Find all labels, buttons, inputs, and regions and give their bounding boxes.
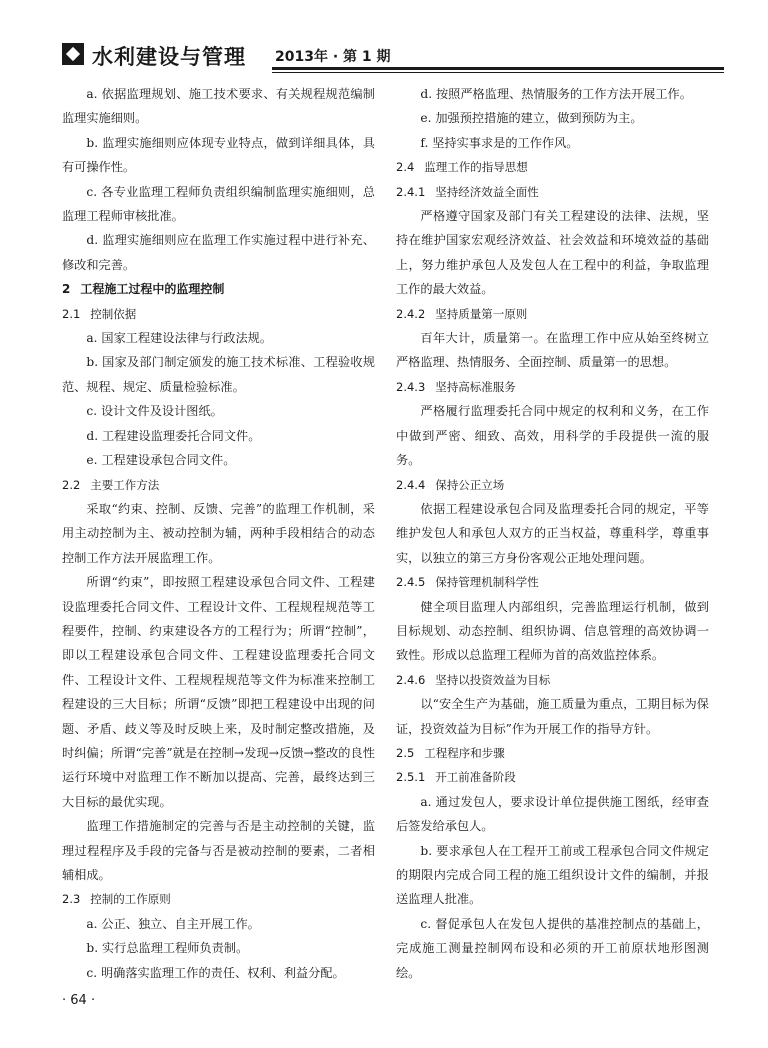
subsection-heading [62,473,375,497]
journal-logo-icon [62,43,84,65]
heading-number: 2.4.4 [396,477,426,492]
heading-title: 工程施工过程中的监理控制 [80,282,225,297]
paragraph: a. 通过发包人，要求设计单位提供施工图纸，经审查后签发给承包人。 [396,794,709,834]
subsection-heading [396,570,709,594]
heading-number: 2.1 [62,306,81,321]
paragraph: 百年大计，质量第一。在监理工作中应从始至终树立严格监理、热情服务、全面控制、质量第一的思想。 [396,331,709,370]
paragraph: 健全项目监理人内部组织，完善监理运行机制，做到目标规划、动态控制、组织协调、信息管理的高效协调一致性。形成以总监理工程师为首的高效监控体系。 [396,599,709,663]
paragraph: b. 监理实施细则应体现专业特点，做到详细具体，具有可操作性。 [62,135,375,175]
heading-number: 2.4.3 [396,379,426,394]
heading-number: 2.5 [396,745,415,760]
heading-number: 2.4.2 [396,306,426,321]
subsection-heading [396,473,709,497]
heading-number: 2.4.1 [396,184,426,199]
paragraph: 所谓“约束”，即按照工程建设承包合同文件、工程建设监理委托合同文件、工程设计文件、工程规程规范等工程要件，控制、约束建设各方的工程行为；所谓“控制”，即以工程建设承包合同文件、工程建设监理委托合同文件、工程设计文件、工程规程规范等文件为标准来控制工程建设的三大目标；所谓“反馈”即把工程建设中出现的问题、矛盾、歧义等及时反映上来，及时制定整改措施，及时纠偏；所谓“完善”就是在控制→发现→反馈→整改的良性运行环境中对监理工作不断加以提高、完善，最终达到三大目标的最优实现。 [62,575,375,809]
heading-title: 坚持高标准服务 [435,379,516,394]
left-column [62,82,375,985]
heading-title: 坚持质量第一原则 [435,306,528,321]
heading-number: 2.3 [62,892,81,907]
heading-number: 2 [62,282,71,297]
paragraph: e. 加强预控措施的建立，做到预防为主。 [420,111,643,126]
paragraph: a. 依据监理规划、施工技术要求、有关规程规范编制监理实施细则。 [62,87,375,126]
paragraph: 以“安全生产为基础，施工质量为重点，工期目标为保证，投资效益为目标”作为开展工作的指导方针。 [396,697,709,736]
heading-title: 控制依据 [90,306,137,321]
heading-title: 主要工作方法 [90,477,160,492]
subsection-heading [62,302,375,326]
paragraph: b. 国家及部门制定颁发的施工技术标准、工程验收规范、规程、规定、质量检验标准。 [62,355,375,394]
heading-title: 控制的工作原则 [90,892,171,907]
subsection-heading [396,155,709,179]
subsection-heading [396,302,709,326]
issue-label: 2013年 · 第 1 期 [275,49,391,65]
heading-title: 工程程序和步骤 [424,745,505,760]
paragraph: b. 实行总监理工程师负责制。 [86,941,249,956]
paragraph: d. 工程建设监理委托合同文件。 [86,428,261,443]
paragraph: 监理工作措施制定的完善与否是主动控制的关键，监理过程程序及手段的完备与否是被动控制的要素，二者相辅相成。 [62,819,375,882]
section-heading [62,277,375,301]
paragraph: c. 设计文件及设计图纸。 [86,404,223,419]
subsection-heading [396,180,709,204]
heading-title: 坚持经济效益全面性 [435,184,539,199]
paragraph: 严格履行监理委托合同中规定的权利和义务，在工作中做到严密、细致、高效，用科学的手段提供一流的服务。 [396,404,709,468]
heading-title: 保持管理机制科学性 [435,575,539,590]
heading-number: 2.4 [396,160,415,175]
paragraph: a. 公正、独立、自主开展工作。 [86,916,260,931]
heading-number: 2.2 [62,477,81,492]
page-number: · 64 · [62,993,96,1008]
paragraph: 严格遵守国家及部门有关工程建设的法律、法规，坚持在维护国家宏观经济效益、社会效益和环境效益的基础上，努力维护承包人及发包人在工程中的利益，争取监理工作的最大效益。 [396,209,709,297]
subsection-heading [396,375,709,399]
page-header [62,40,722,76]
subsection-heading [396,741,709,765]
heading-title: 坚持以投资效益为目标 [435,672,551,687]
subsection-heading [62,887,375,911]
header-rule [272,67,724,70]
heading-number: 2.4.6 [396,672,426,687]
header-rule-thin [272,72,724,73]
right-column [396,82,709,985]
heading-title: 保持公正立场 [435,477,505,492]
heading-title: 开工前准备阶段 [435,770,516,785]
paragraph: c. 明确落实监理工作的责任、权利、利益分配。 [86,965,345,980]
paragraph: d. 按照严格监理、热情服务的工作方法开展工作。 [420,87,692,101]
paragraph: a. 国家工程建设法律与行政法规。 [86,331,273,346]
heading-number: 2.4.5 [396,575,426,590]
paragraph: 采取“约束、控制、反馈、完善”的监理工作机制，采用主动控制为主、被动控制为辅，两种手段相结合的动态控制工作方法开展监理工作。 [62,501,375,565]
subsection-heading [396,765,709,789]
paragraph: c. 各专业监理工程师负责组织编制监理实施细则，总监理工程师审核批准。 [62,184,375,224]
paragraph: f. 坚持实事求是的工作作风。 [420,135,579,150]
paragraph: e. 工程建设承包合同文件。 [86,453,236,468]
journal-title: 水利建设与管理 [92,45,246,69]
subsection-heading [396,668,709,692]
heading-number: 2.5.1 [396,770,426,785]
paragraph: 依据工程建设承包合同及监理委托合同的规定，平等维护发包人和承包人双方的正当权益，尊重科学，尊重事实，以独立的第三方身份客观公正地处理问题。 [396,501,709,565]
paragraph: b. 要求承包人在工程开工前或工程承包合同文件规定的期限内完成合同工程的施工组织设计文件的编制，并报送监理人批准。 [396,843,709,907]
heading-title: 监理工作的指导思想 [424,160,528,175]
paragraph: c. 督促承包人在发包人提供的基准控制点的基础上，完成施工测量控制网布设和必须的开工前原状地形图测绘。 [396,916,709,980]
paragraph: d. 监理实施细则应在监理工作实施过程中进行补充、修改和完善。 [62,233,375,272]
